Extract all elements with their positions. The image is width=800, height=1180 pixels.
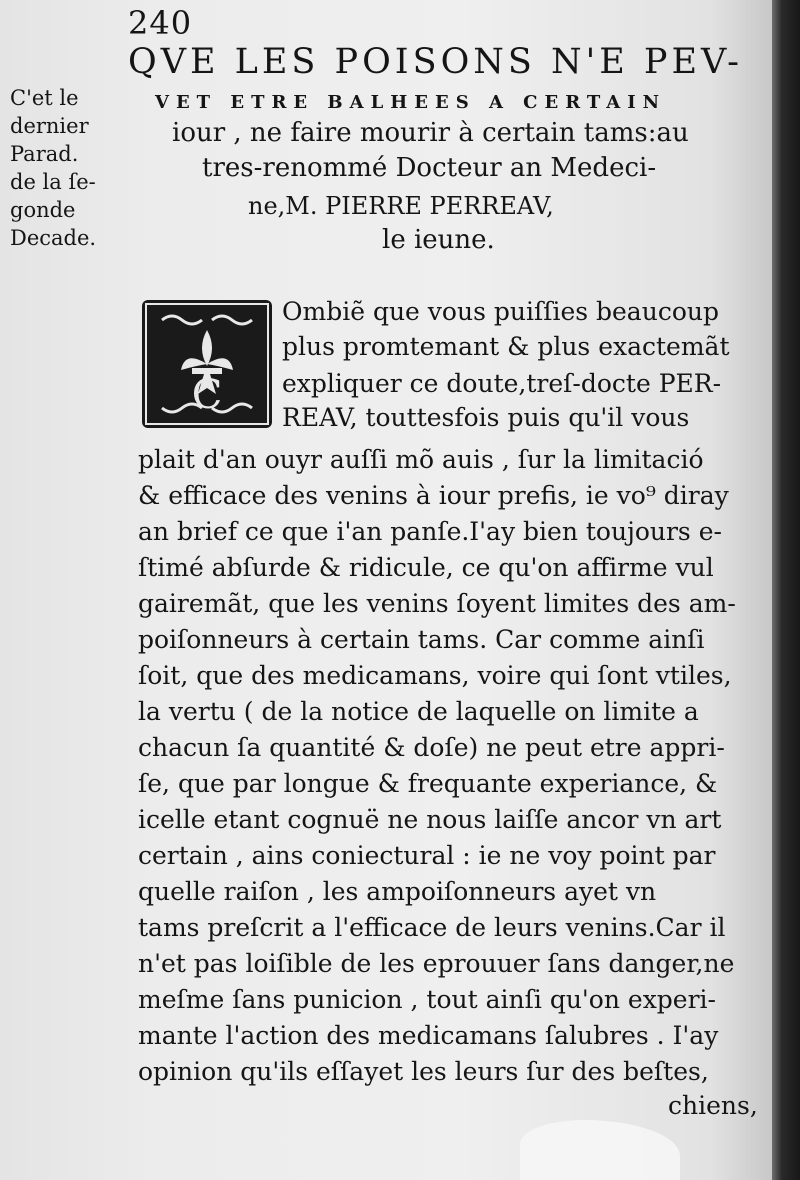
- body-line: opinion qu'ils eſſayet les leurs ſur des beſtes,: [138, 1057, 709, 1086]
- margin-note-line: dernier: [10, 114, 89, 138]
- margin-note: [10, 84, 120, 252]
- body-line: mante l'action des medicamans ſalubres . I'ay: [138, 1021, 719, 1050]
- body-line: REAV, touttesfois puis qu'il vous: [282, 403, 690, 432]
- chapter-subtitle-line-3: tres-renommé Docteur an Medeci-: [202, 153, 657, 183]
- body-line: n'et pas loiſible de les eprouuer ſans danger,ne: [138, 949, 735, 978]
- fleur-de-lis-ornament-icon: [142, 300, 272, 428]
- body-line: tams preſcrit a l'efficace de leurs venins.Car il: [138, 913, 726, 942]
- page-number: 240: [128, 4, 193, 42]
- margin-note-line: gonde: [10, 198, 76, 222]
- body-line: meſme ſans punicion , tout ainſi qu'on experi-: [138, 985, 716, 1014]
- body-line: gairemãt, que les venins ſoyent limites des am-: [138, 589, 736, 618]
- body-line: chacun ſa quantité & doſe) ne peut etre appri-: [138, 733, 725, 762]
- body-line: ſe, que par longue & frequante experiance, &: [138, 769, 718, 798]
- body-line: ſoit, que des medicamans, voire qui ſont vtiles,: [138, 661, 732, 690]
- body-line: poiſonneurs à certain tams. Car comme ainſi: [138, 625, 705, 654]
- body-line: la vertu ( de la notice de laquelle on limite a: [138, 697, 699, 726]
- margin-note-line: Parad.: [10, 142, 79, 166]
- body-line: plus promtemant & plus exactemãt: [282, 332, 730, 361]
- chapter-subtitle-line-5: le ieune.: [382, 225, 495, 255]
- body-line: ſtimé abſurde & ridicule, ce qu'on affirme vul: [138, 553, 714, 582]
- catchword: chiens,: [668, 1091, 758, 1120]
- body-line: plait d'an ouyr auſſi mõ auis , ſur la limitació: [138, 445, 704, 474]
- chapter-subtitle-line-4: ne,M. PIERRE PERREAV,: [248, 192, 554, 220]
- body-line: icelle etant cognuë ne nous laiſſe ancor vn art: [138, 805, 722, 834]
- margin-note-line: Decade.: [10, 226, 97, 250]
- chapter-title: QVE LES POISONS N'E PEV-: [128, 42, 743, 82]
- margin-note-line: C'et le: [10, 86, 79, 110]
- body-line: quelle raiſon , les ampoiſonneurs ayet vn: [138, 877, 657, 906]
- paper-stain: [520, 1120, 680, 1180]
- body-line: Ombiẽ que vous puiſſies beaucoup: [282, 297, 719, 326]
- body-line: & efficace des venins à iour prefis, ie vo⁹ diray: [138, 481, 729, 510]
- body-line: certain , ains coniectural : ie ne voy point par: [138, 841, 716, 870]
- body-line: expliquer ce doute,treſ-docte PER-: [282, 369, 722, 398]
- chapter-subtitle-line-1: VET ETRE BALHEES A CERTAIN: [155, 92, 667, 113]
- ornamental-drop-cap: [142, 300, 272, 428]
- margin-note-line: de la ſe-: [10, 170, 96, 194]
- drop-cap-letter: C: [191, 372, 223, 418]
- chapter-subtitle-line-2: iour , ne faire mourir à certain tams:au: [172, 118, 689, 148]
- book-gutter: [772, 0, 800, 1180]
- body-line: an brief ce que i'an panſe.I'ay bien toujours e-: [138, 517, 722, 546]
